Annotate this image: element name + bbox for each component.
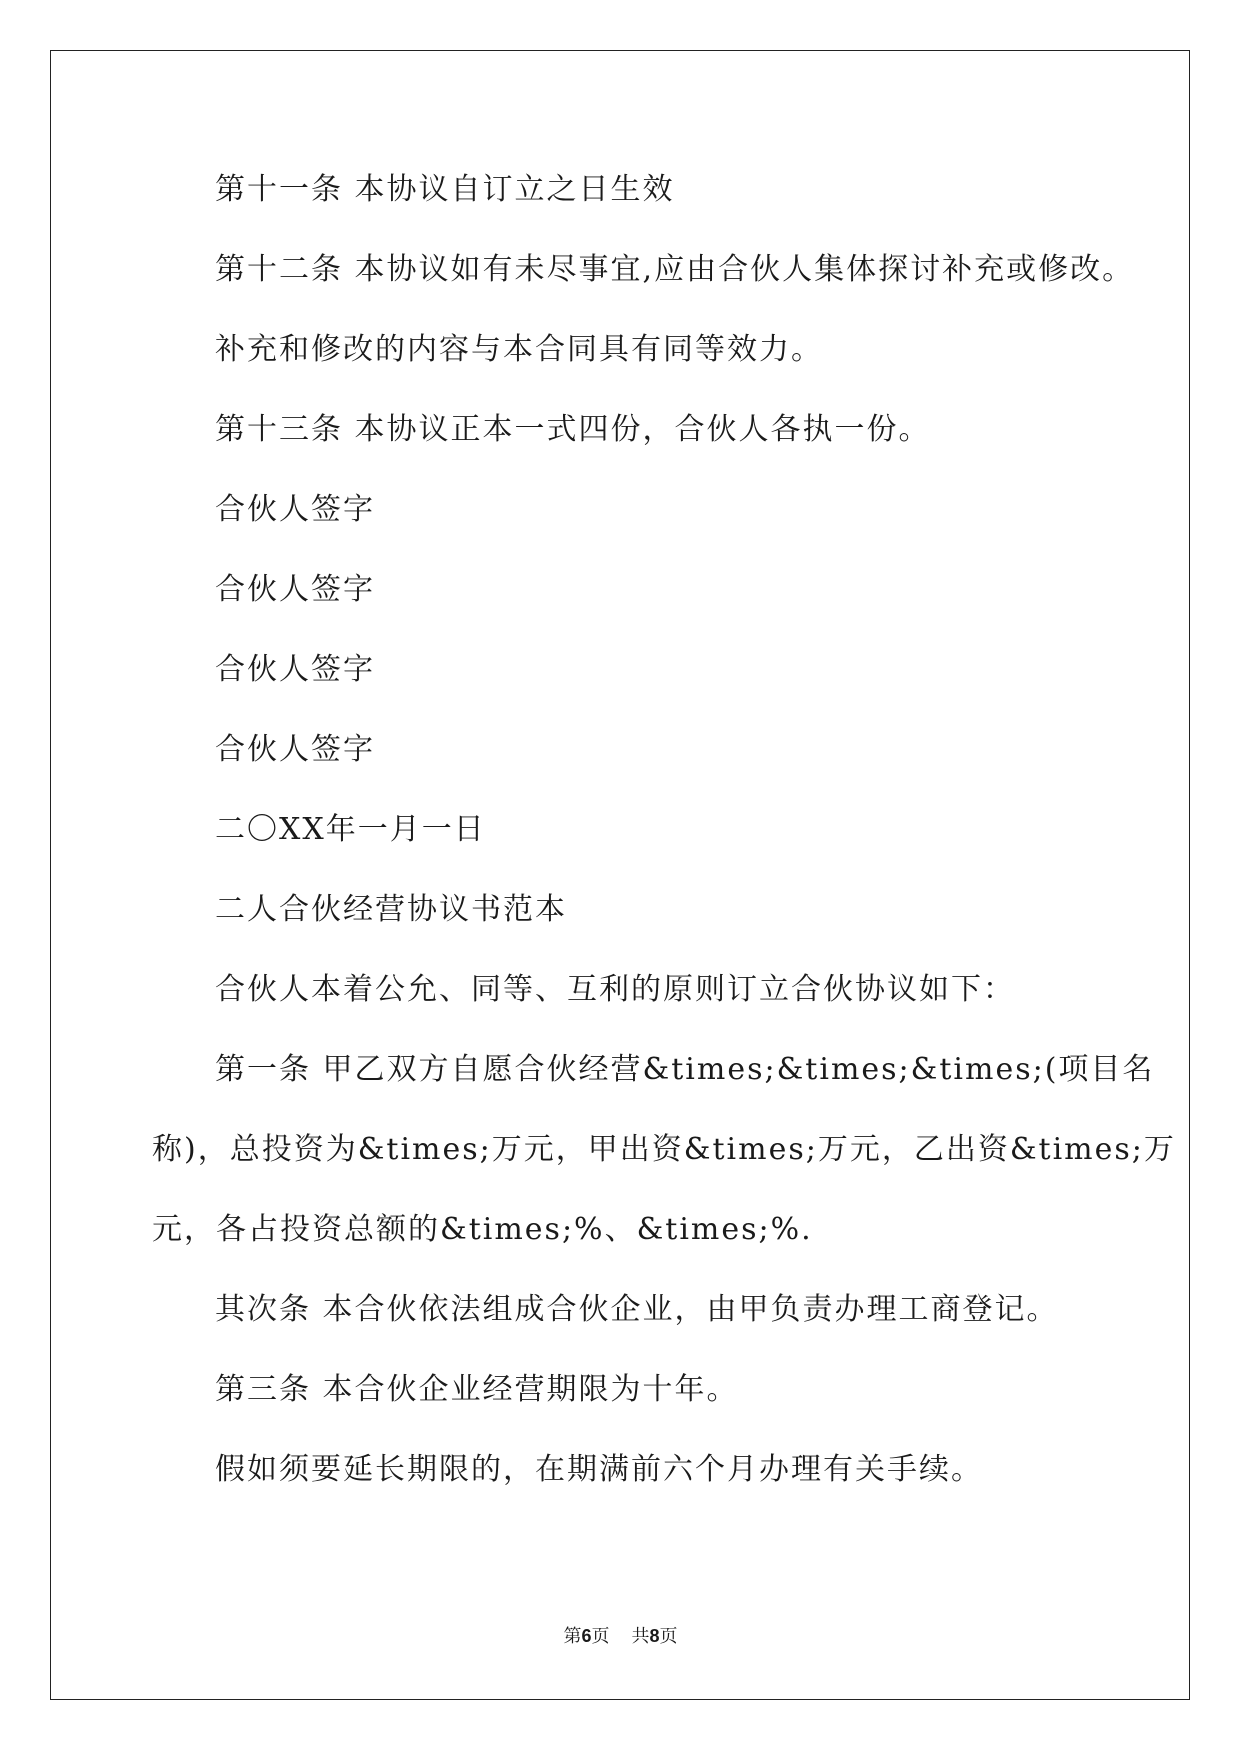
paragraph-line: 第十三条 本协议正本一式四份，合伙人各执一份。: [215, 412, 931, 447]
footer-page-suffix: 页: [591, 1626, 610, 1647]
paragraph-line: 称)，总投资为&times;万元，甲出资&times;万元，乙出资&times;万: [152, 1132, 1176, 1167]
paragraph-line: 其次条 本合伙依法组成合伙企业，由甲负责办理工商登记。: [215, 1292, 1059, 1327]
total-page-number: 8: [649, 1626, 660, 1646]
paragraph-line: 第一条 甲乙双方自愿合伙经营&times;&times;&times;(项目名: [215, 1052, 1155, 1087]
date-line: 二〇XX年一月一日: [215, 812, 486, 847]
paragraph-line: 元，各占投资总额的&times;%、&times;%.: [152, 1212, 813, 1247]
paragraph-line: 补充和修改的内容与本合同具有同等效力。: [215, 332, 823, 367]
signature-line: 合伙人签字: [215, 492, 375, 527]
paragraph-line: 第十一条 本协议自订立之日生效: [215, 172, 675, 207]
current-page-number: 6: [581, 1626, 592, 1646]
footer-prefix: 第: [563, 1626, 582, 1647]
paragraph-line: 合伙人本着公允、同等、互利的原则订立合伙协议如下：: [215, 972, 1015, 1007]
footer-total-prefix: 共: [631, 1626, 650, 1647]
signature-line: 合伙人签字: [215, 652, 375, 687]
signature-line: 合伙人签字: [215, 732, 375, 767]
paragraph-line: 第十二条 本协议如有未尽事宜,应由合伙人集体探讨补充或修改。: [215, 252, 1135, 287]
paragraph-line: 第三条 本合伙企业经营期限为十年。: [215, 1372, 739, 1407]
section-title: 二人合伙经营协议书范本: [215, 892, 567, 927]
signature-line: 合伙人签字: [215, 572, 375, 607]
footer-total-suffix: 页: [659, 1626, 678, 1647]
page-footer: [0, 1622, 1241, 1648]
paragraph-line: 假如须要延长期限的，在期满前六个月办理有关手续。: [215, 1452, 983, 1487]
